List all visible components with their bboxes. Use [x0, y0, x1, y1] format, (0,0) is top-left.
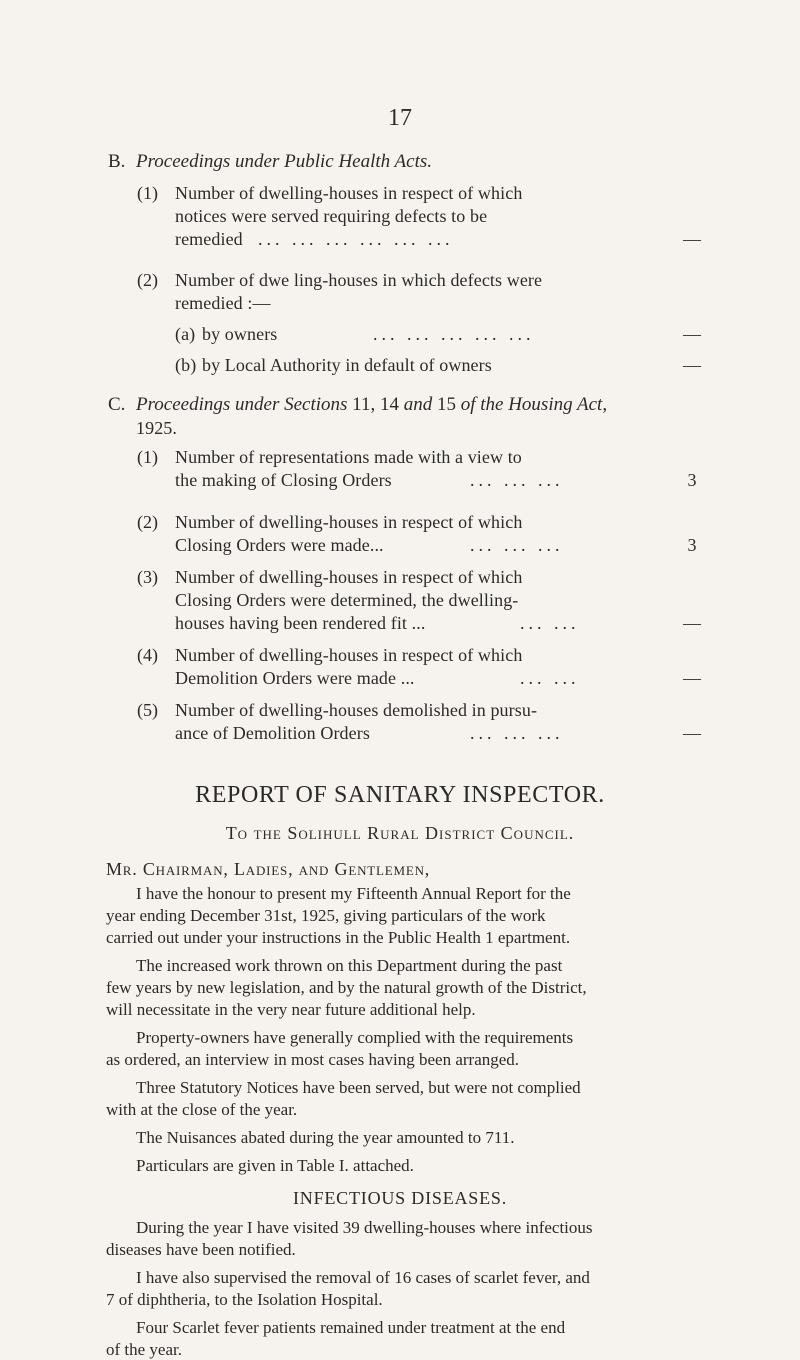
c-item-value: —: [683, 723, 701, 743]
report-paragraph-line: year ending December 31st, 1925, giving particulars of the work: [106, 906, 546, 925]
c-item-value: —: [683, 613, 701, 633]
b-item2-number: (2): [137, 270, 158, 290]
c-item-leader-dots: ... ... ...: [470, 535, 564, 555]
b-item1-number: (1): [137, 183, 158, 203]
c-item-line: Closing Orders were determined, the dwelling-: [175, 590, 519, 610]
c-item-leader-dots: ... ... ...: [470, 723, 564, 743]
c-item-number: (1): [137, 447, 158, 467]
b-item2-line: remedied :—: [175, 293, 271, 313]
report-paragraph-line: as ordered, an interview in most cases having been arranged.: [106, 1050, 520, 1069]
c-item-leader-dots: ... ... ...: [470, 470, 564, 490]
infectious-diseases-heading: INFECTIOUS DISEASES.: [292, 1188, 508, 1208]
c-item-line: Number of representations made with a view to: [175, 447, 522, 467]
report-paragraph-line: I have the honour to present my Fifteenth Annual Report for the: [136, 884, 571, 903]
c-item-number: (3): [137, 567, 158, 587]
c-item-value: —: [683, 668, 701, 688]
salutation: Mr. Chairman, Ladies, and Gentlemen,: [106, 859, 431, 879]
report-paragraph-line: will necessitate in the very near future additional help.: [106, 1000, 476, 1019]
b-item2b-value: —: [683, 355, 701, 375]
report-paragraph-line: Three Statutory Notices have been served, but were not complied: [136, 1078, 581, 1097]
report-paragraph-line: Particulars are given in Table I. attached.: [136, 1156, 414, 1175]
c-item-line: ance of Demolition Orders: [175, 723, 370, 743]
b-item1-leader-dots: ... ... ... ... ... ...: [258, 229, 454, 249]
report-paragraph-line: carried out under your instructions in the Public Health 1 epartment.: [106, 928, 571, 947]
section-b-title: Proceedings under Public Health Acts.: [136, 151, 433, 172]
report-paragraph-line: with at the close of the year.: [106, 1100, 298, 1119]
c-item-line: Number of dwelling-houses in respect of which: [175, 645, 523, 665]
b-item2a-value: —: [683, 324, 701, 344]
c-item-value: 3: [687, 470, 697, 490]
c-item-line: Number of dwelling-houses in respect of which: [175, 567, 523, 587]
report-paragraph-line: The Nuisances abated during the year amounted to 711.: [136, 1128, 515, 1147]
c-item-value: 3: [687, 535, 697, 555]
c-item-number: (5): [137, 700, 158, 720]
infectious-paragraph-line: I have also supervised the removal of 16 cases of scarlet fever, and: [136, 1268, 590, 1287]
c-item-number: (4): [137, 645, 158, 665]
section-b-letter: B.: [108, 151, 126, 172]
b-item2b-label: (b): [175, 355, 197, 375]
b-item1-line: remedied: [175, 229, 243, 249]
section-c-title-numbers: 11, 14: [352, 394, 399, 415]
c-item-line: Demolition Orders were made ...: [175, 668, 415, 688]
section-c-title-number: 15: [436, 394, 456, 415]
section-c-title-part: of the Housing Act,: [460, 394, 608, 415]
report-to-line: To the Solihull Rural District Council.: [225, 823, 575, 843]
page-number: 17: [388, 105, 412, 131]
section-c-title-and: and: [403, 394, 433, 415]
section-c-title-part: Proceedings under Sections: [136, 394, 348, 415]
b-item2a-text: by owners: [202, 324, 278, 344]
b-item1-line: notices were served requiring defects to be: [175, 206, 488, 226]
c-item-line: Closing Orders were made...: [175, 535, 384, 555]
c-item-line: Number of dwelling-houses in respect of which: [175, 512, 523, 532]
c-item-number: (2): [137, 512, 158, 532]
infectious-paragraph-line: 7 of diphtheria, to the Isolation Hospital.: [106, 1290, 383, 1309]
section-c-year: 1925.: [136, 418, 177, 438]
b-item2b-text: by Local Authority in default of owners: [202, 355, 492, 375]
b-item1-line: Number of dwelling-houses in respect of which: [175, 183, 523, 203]
c-item-line: the making of Closing Orders: [175, 470, 392, 490]
report-heading: REPORT OF SANITARY INSPECTOR.: [195, 782, 605, 808]
c-item-leader-dots: ... ...: [520, 613, 580, 633]
c-item-line: houses having been rendered fit ...: [175, 613, 426, 633]
infectious-paragraph-line: Four Scarlet fever patients remained under treatment at the end: [136, 1318, 566, 1337]
b-item1-value: —: [683, 229, 701, 249]
b-item2-line: Number of dwe ling-houses in which defects were: [175, 270, 543, 290]
section-c-letter: C.: [108, 394, 126, 415]
b-item2a-leader-dots: ... ... ... ... ...: [373, 324, 535, 344]
infectious-paragraph-line: diseases have been notified.: [106, 1240, 296, 1259]
report-paragraph-line: few years by new legislation, and by the natural growth of the District,: [106, 978, 587, 997]
infectious-paragraph-line: During the year I have visited 39 dwelling-houses where infectious: [136, 1218, 593, 1237]
report-paragraph-line: Property-owners have generally complied with the requirements: [136, 1028, 574, 1047]
c-item-leader-dots: ... ...: [520, 668, 580, 688]
report-paragraph-line: The increased work thrown on this Department during the past: [136, 956, 563, 975]
b-item2a-label: (a): [175, 324, 196, 344]
c-item-line: Number of dwelling-houses demolished in pursu-: [175, 700, 538, 720]
infectious-paragraph-line: of the year.: [106, 1340, 182, 1359]
section-c-title: [136, 394, 607, 416]
